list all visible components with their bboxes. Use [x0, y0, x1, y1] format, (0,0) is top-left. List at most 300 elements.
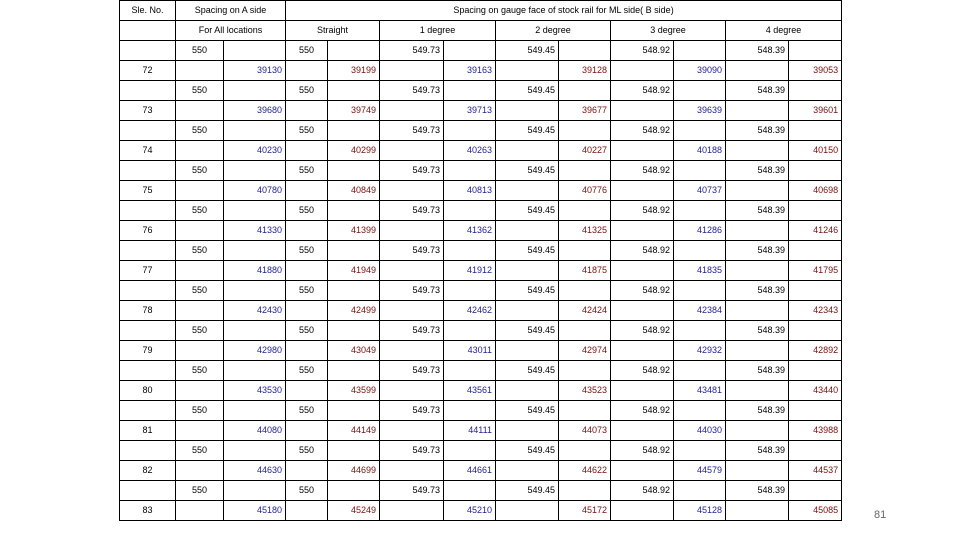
deg3-value: 39639: [674, 101, 726, 121]
blank-cell: [789, 201, 842, 221]
deg4-value: 40150: [789, 141, 842, 161]
spacing-table-sheet: [119, 0, 842, 521]
deg3-value: 43481: [674, 381, 726, 401]
deg2-value: 42974: [559, 341, 611, 361]
spacing-1-degree: 549.73: [380, 81, 444, 101]
value-row: [120, 61, 842, 81]
a-side-value: 40780: [224, 181, 286, 201]
blank-cell: [674, 201, 726, 221]
blank-cell: [380, 261, 444, 281]
a-side-value: 44080: [224, 421, 286, 441]
blank-cell: [286, 421, 328, 441]
spacing-2-degree: 549.45: [496, 441, 559, 461]
value-row: [120, 341, 842, 361]
header-blank: [120, 21, 176, 41]
blank-cell: [726, 141, 789, 161]
spacing-2-degree: 549.45: [496, 161, 559, 181]
sle-no-cell: 75: [120, 181, 176, 201]
spacing-a-side: 550: [176, 81, 224, 101]
blank-cell: [444, 281, 496, 301]
blank-cell: [176, 61, 224, 81]
deg4-value: 41246: [789, 221, 842, 241]
blank-cell: [674, 361, 726, 381]
straight-value: 42499: [328, 301, 380, 321]
blank-cell: [559, 121, 611, 141]
blank-cell: [789, 81, 842, 101]
deg4-value: 41795: [789, 261, 842, 281]
spacing-2-degree: 549.45: [496, 241, 559, 261]
blank-cell: [726, 261, 789, 281]
deg3-value: 41835: [674, 261, 726, 281]
header-row-1: [120, 1, 842, 21]
blank-cell: [611, 341, 674, 361]
blank-cell: [286, 61, 328, 81]
blank-cell: [120, 81, 176, 101]
blank-cell: [380, 101, 444, 121]
straight-value: 43599: [328, 381, 380, 401]
spacing-2-degree: 549.45: [496, 281, 559, 301]
value-row: [120, 421, 842, 441]
blank-cell: [496, 301, 559, 321]
straight-value: 43049: [328, 341, 380, 361]
spacing-a-side: 550: [176, 41, 224, 61]
sle-no-cell: 80: [120, 381, 176, 401]
blank-cell: [444, 161, 496, 181]
spacing-1-degree: 549.73: [380, 441, 444, 461]
deg2-value: 41875: [559, 261, 611, 281]
deg3-value: 39090: [674, 61, 726, 81]
straight-value: 41949: [328, 261, 380, 281]
header-spacing-a-side: Spacing on A side: [176, 1, 286, 21]
deg2-value: 44622: [559, 461, 611, 481]
sle-no-cell: 76: [120, 221, 176, 241]
blank-cell: [444, 81, 496, 101]
deg1-value: 41362: [444, 221, 496, 241]
deg4-value: 39053: [789, 61, 842, 81]
blank-cell: [726, 341, 789, 361]
blank-cell: [496, 101, 559, 121]
blank-cell: [789, 281, 842, 301]
blank-cell: [224, 121, 286, 141]
blank-cell: [328, 41, 380, 61]
spacing-a-side: 550: [176, 481, 224, 501]
blank-cell: [380, 181, 444, 201]
blank-cell: [120, 121, 176, 141]
blank-cell: [328, 401, 380, 421]
blank-cell: [120, 361, 176, 381]
deg3-value: 45128: [674, 501, 726, 521]
value-row: [120, 501, 842, 521]
spacing-row: [120, 241, 842, 261]
blank-cell: [674, 401, 726, 421]
blank-cell: [328, 241, 380, 261]
sle-no-cell: 72: [120, 61, 176, 81]
blank-cell: [120, 441, 176, 461]
deg2-value: 41325: [559, 221, 611, 241]
sle-no-cell: 79: [120, 341, 176, 361]
blank-cell: [789, 441, 842, 461]
spacing-a-side: 550: [176, 241, 224, 261]
blank-cell: [496, 141, 559, 161]
blank-cell: [444, 441, 496, 461]
blank-cell: [611, 501, 674, 521]
blank-cell: [286, 301, 328, 321]
blank-cell: [444, 121, 496, 141]
blank-cell: [789, 241, 842, 261]
blank-cell: [120, 401, 176, 421]
deg3-value: 40737: [674, 181, 726, 201]
blank-cell: [559, 401, 611, 421]
blank-cell: [328, 321, 380, 341]
spacing-straight: 550: [286, 481, 328, 501]
a-side-value: 39680: [224, 101, 286, 121]
header-sle-no: Sle. No.: [120, 1, 176, 21]
deg2-value: 39128: [559, 61, 611, 81]
blank-cell: [789, 321, 842, 341]
blank-cell: [380, 381, 444, 401]
a-side-value: 43530: [224, 381, 286, 401]
a-side-value: 44630: [224, 461, 286, 481]
blank-cell: [674, 121, 726, 141]
blank-cell: [611, 61, 674, 81]
deg1-value: 43011: [444, 341, 496, 361]
blank-cell: [380, 461, 444, 481]
blank-cell: [224, 41, 286, 61]
deg1-value: 45210: [444, 501, 496, 521]
deg4-value: 43440: [789, 381, 842, 401]
straight-value: 39199: [328, 61, 380, 81]
spacing-a-side: 550: [176, 201, 224, 221]
spacing-1-degree: 549.73: [380, 401, 444, 421]
blank-cell: [286, 141, 328, 161]
sle-no-cell: 83: [120, 501, 176, 521]
blank-cell: [286, 381, 328, 401]
spacing-straight: 550: [286, 161, 328, 181]
deg1-value: 39163: [444, 61, 496, 81]
header-all-locations: For All locations: [176, 21, 286, 41]
blank-cell: [224, 81, 286, 101]
spacing-3-degree: 548.92: [611, 81, 674, 101]
spacing-3-degree: 548.92: [611, 321, 674, 341]
straight-value: 44699: [328, 461, 380, 481]
spacing-4-degree: 548.39: [726, 41, 789, 61]
spacing-1-degree: 549.73: [380, 321, 444, 341]
blank-cell: [726, 381, 789, 401]
header-1-degree: 1 degree: [380, 21, 496, 41]
deg2-value: 40776: [559, 181, 611, 201]
spacing-3-degree: 548.92: [611, 41, 674, 61]
a-side-value: 42980: [224, 341, 286, 361]
spacing-2-degree: 549.45: [496, 321, 559, 341]
spacing-2-degree: 549.45: [496, 401, 559, 421]
spacing-row: [120, 281, 842, 301]
deg4-value: 45085: [789, 501, 842, 521]
spacing-row: [120, 481, 842, 501]
blank-cell: [120, 241, 176, 261]
spacing-straight: 550: [286, 361, 328, 381]
spacing-1-degree: 549.73: [380, 481, 444, 501]
deg2-value: 43523: [559, 381, 611, 401]
spacing-1-degree: 549.73: [380, 121, 444, 141]
a-side-value: 39130: [224, 61, 286, 81]
blank-cell: [726, 61, 789, 81]
blank-cell: [674, 241, 726, 261]
blank-cell: [726, 221, 789, 241]
blank-cell: [224, 201, 286, 221]
blank-cell: [286, 501, 328, 521]
deg1-value: 42462: [444, 301, 496, 321]
header-row-2: [120, 21, 842, 41]
blank-cell: [726, 101, 789, 121]
blank-cell: [176, 461, 224, 481]
spacing-row: [120, 321, 842, 341]
blank-cell: [176, 261, 224, 281]
value-row: [120, 181, 842, 201]
blank-cell: [328, 361, 380, 381]
blank-cell: [328, 81, 380, 101]
blank-cell: [611, 301, 674, 321]
deg2-value: 44073: [559, 421, 611, 441]
spacing-2-degree: 549.45: [496, 361, 559, 381]
deg4-value: 39601: [789, 101, 842, 121]
blank-cell: [224, 441, 286, 461]
spacing-3-degree: 548.92: [611, 281, 674, 301]
blank-cell: [496, 181, 559, 201]
sle-no-cell: 78: [120, 301, 176, 321]
spacing-3-degree: 548.92: [611, 481, 674, 501]
deg1-value: 40263: [444, 141, 496, 161]
blank-cell: [328, 481, 380, 501]
blank-cell: [328, 441, 380, 461]
value-row: [120, 381, 842, 401]
blank-cell: [380, 301, 444, 321]
blank-cell: [120, 481, 176, 501]
blank-cell: [789, 361, 842, 381]
blank-cell: [176, 181, 224, 201]
blank-cell: [559, 41, 611, 61]
deg3-value: 44579: [674, 461, 726, 481]
blank-cell: [224, 241, 286, 261]
blank-cell: [176, 221, 224, 241]
blank-cell: [674, 41, 726, 61]
blank-cell: [789, 481, 842, 501]
spacing-straight: 550: [286, 241, 328, 261]
deg4-value: 42892: [789, 341, 842, 361]
blank-cell: [726, 461, 789, 481]
sle-no-cell: 73: [120, 101, 176, 121]
blank-cell: [559, 81, 611, 101]
blank-cell: [380, 501, 444, 521]
spacing-4-degree: 548.39: [726, 321, 789, 341]
blank-cell: [674, 161, 726, 181]
sle-no-cell: 74: [120, 141, 176, 161]
deg3-value: 40188: [674, 141, 726, 161]
blank-cell: [559, 241, 611, 261]
blank-cell: [120, 321, 176, 341]
blank-cell: [176, 301, 224, 321]
spacing-straight: 550: [286, 81, 328, 101]
spacing-4-degree: 548.39: [726, 441, 789, 461]
page-number: 81: [874, 509, 887, 521]
a-side-value: 41880: [224, 261, 286, 281]
blank-cell: [176, 101, 224, 121]
blank-cell: [328, 161, 380, 181]
blank-cell: [380, 141, 444, 161]
blank-cell: [380, 61, 444, 81]
blank-cell: [328, 201, 380, 221]
spacing-3-degree: 548.92: [611, 241, 674, 261]
spacing-straight: 550: [286, 41, 328, 61]
a-side-value: 45180: [224, 501, 286, 521]
header-2-degree: 2 degree: [496, 21, 611, 41]
deg3-value: 44030: [674, 421, 726, 441]
blank-cell: [224, 161, 286, 181]
spacing-row: [120, 361, 842, 381]
blank-cell: [496, 421, 559, 441]
spacing-1-degree: 549.73: [380, 241, 444, 261]
a-side-value: 42430: [224, 301, 286, 321]
straight-value: 44149: [328, 421, 380, 441]
blank-cell: [674, 481, 726, 501]
deg4-value: 40698: [789, 181, 842, 201]
blank-cell: [611, 141, 674, 161]
blank-cell: [380, 421, 444, 441]
blank-cell: [559, 161, 611, 181]
spacing-a-side: 550: [176, 121, 224, 141]
blank-cell: [120, 201, 176, 221]
a-side-value: 40230: [224, 141, 286, 161]
spacing-row: [120, 201, 842, 221]
spacing-2-degree: 549.45: [496, 81, 559, 101]
blank-cell: [286, 101, 328, 121]
spacing-straight: 550: [286, 321, 328, 341]
spacing-1-degree: 549.73: [380, 41, 444, 61]
blank-cell: [286, 261, 328, 281]
spacing-3-degree: 548.92: [611, 401, 674, 421]
blank-cell: [286, 181, 328, 201]
blank-cell: [444, 401, 496, 421]
spacing-1-degree: 549.73: [380, 161, 444, 181]
blank-cell: [496, 381, 559, 401]
spacing-4-degree: 548.39: [726, 161, 789, 181]
blank-cell: [444, 361, 496, 381]
sle-no-cell: 81: [120, 421, 176, 441]
deg3-value: 42384: [674, 301, 726, 321]
blank-cell: [674, 81, 726, 101]
blank-cell: [611, 461, 674, 481]
blank-cell: [674, 441, 726, 461]
spacing-straight: 550: [286, 401, 328, 421]
deg1-value: 40813: [444, 181, 496, 201]
spacing-row: [120, 41, 842, 61]
blank-cell: [559, 441, 611, 461]
blank-cell: [496, 501, 559, 521]
spacing-2-degree: 549.45: [496, 201, 559, 221]
spacing-row: [120, 401, 842, 421]
blank-cell: [120, 41, 176, 61]
blank-cell: [328, 121, 380, 141]
blank-cell: [444, 41, 496, 61]
spacing-a-side: 550: [176, 281, 224, 301]
blank-cell: [611, 261, 674, 281]
header-4-degree: 4 degree: [726, 21, 842, 41]
straight-value: 39749: [328, 101, 380, 121]
deg2-value: 45172: [559, 501, 611, 521]
deg1-value: 44111: [444, 421, 496, 441]
spacing-straight: 550: [286, 201, 328, 221]
blank-cell: [611, 421, 674, 441]
blank-cell: [559, 201, 611, 221]
blank-cell: [674, 281, 726, 301]
spacing-row: [120, 161, 842, 181]
blank-cell: [496, 341, 559, 361]
blank-cell: [224, 321, 286, 341]
spacing-1-degree: 549.73: [380, 281, 444, 301]
straight-value: 41399: [328, 221, 380, 241]
spacing-3-degree: 548.92: [611, 121, 674, 141]
deg3-value: 41286: [674, 221, 726, 241]
blank-cell: [611, 181, 674, 201]
deg3-value: 42932: [674, 341, 726, 361]
blank-cell: [224, 281, 286, 301]
blank-cell: [176, 381, 224, 401]
blank-cell: [380, 341, 444, 361]
blank-cell: [611, 381, 674, 401]
deg1-value: 41912: [444, 261, 496, 281]
spacing-3-degree: 548.92: [611, 361, 674, 381]
deg4-value: 44537: [789, 461, 842, 481]
blank-cell: [120, 281, 176, 301]
spacing-2-degree: 549.45: [496, 41, 559, 61]
blank-cell: [444, 481, 496, 501]
blank-cell: [496, 61, 559, 81]
blank-cell: [496, 261, 559, 281]
straight-value: 40849: [328, 181, 380, 201]
spacing-4-degree: 548.39: [726, 81, 789, 101]
spacing-3-degree: 548.92: [611, 161, 674, 181]
blank-cell: [559, 321, 611, 341]
spacing-a-side: 550: [176, 441, 224, 461]
value-row: [120, 101, 842, 121]
blank-cell: [789, 161, 842, 181]
blank-cell: [444, 201, 496, 221]
spacing-straight: 550: [286, 121, 328, 141]
spacing-3-degree: 548.92: [611, 201, 674, 221]
header-3-degree: 3 degree: [611, 21, 726, 41]
blank-cell: [496, 461, 559, 481]
blank-cell: [559, 481, 611, 501]
value-row: [120, 301, 842, 321]
spacing-a-side: 550: [176, 361, 224, 381]
spacing-2-degree: 549.45: [496, 481, 559, 501]
header-spacing-gauge-face: Spacing on gauge face of stock rail for ML side( B side): [286, 1, 842, 21]
a-side-value: 41330: [224, 221, 286, 241]
blank-cell: [559, 281, 611, 301]
spacing-table: [119, 0, 842, 521]
spacing-a-side: 550: [176, 401, 224, 421]
spacing-4-degree: 548.39: [726, 201, 789, 221]
spacing-4-degree: 548.39: [726, 361, 789, 381]
blank-cell: [120, 161, 176, 181]
straight-value: 40299: [328, 141, 380, 161]
blank-cell: [559, 361, 611, 381]
spacing-a-side: 550: [176, 161, 224, 181]
blank-cell: [380, 221, 444, 241]
blank-cell: [726, 301, 789, 321]
sle-no-cell: 77: [120, 261, 176, 281]
blank-cell: [286, 461, 328, 481]
blank-cell: [726, 501, 789, 521]
